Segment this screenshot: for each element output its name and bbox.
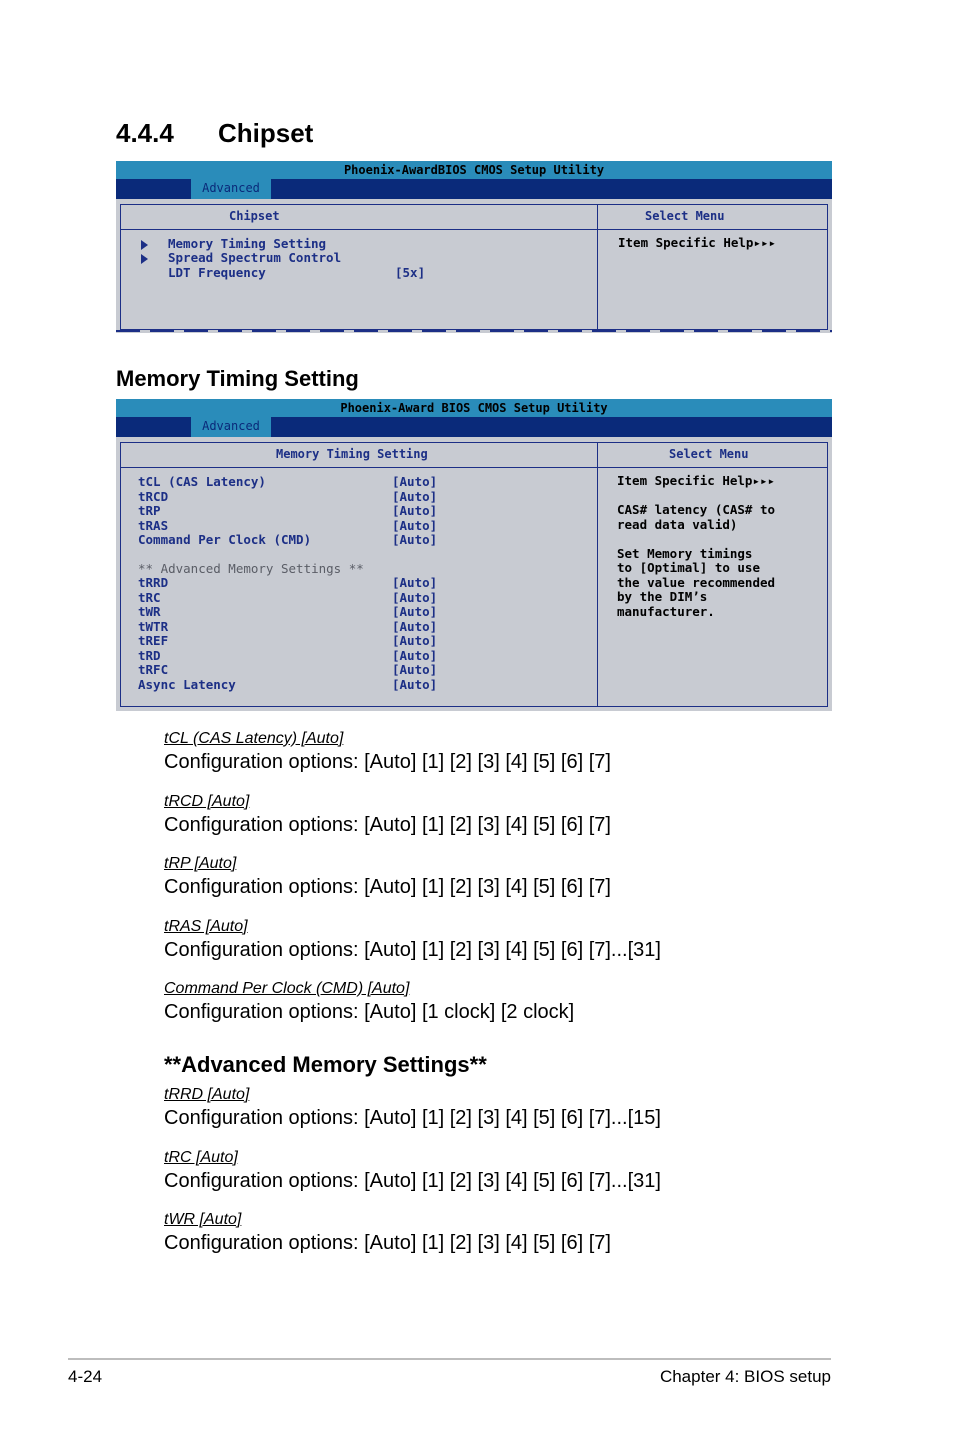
menu-bar [116,417,832,437]
tab-advanced[interactable]: Advanced [191,417,271,437]
option-config: Configuration options: [Auto] [1] [2] [3] [4] [5] [6] [7]...[15] [164,1107,661,1129]
advanced-item-label[interactable]: tRD [138,647,161,663]
help-line: read data valid) [617,516,738,532]
footer-rule [68,1358,831,1360]
help-line: CAS# latency (CAS# to [617,502,776,517]
left-header: Chipset [229,209,280,223]
help-line: by the DIM’s [617,589,708,604]
chapter-label: Chapter 4: BIOS setup [659,1367,831,1386]
subsection-heading: Memory Timing Setting [116,366,359,391]
option-config: Configuration options: [Auto] [1] [2] [3] [4] [5] [6] [7]...[31] [164,1169,661,1192]
page-number: 4-24 [68,1367,103,1386]
advanced-item-value[interactable]: [Auto] [392,604,438,619]
right-header: Select Menu [669,447,749,461]
help-line: the value recommended [617,574,776,590]
continuation-rule [116,330,832,332]
option-title: tRCD [Auto] [164,792,250,810]
advanced-item-label[interactable]: tRC [138,589,161,605]
panel-body [116,437,832,711]
advanced-item-value[interactable]: [Auto] [392,589,438,605]
timing-item-value[interactable]: [Auto] [392,503,438,518]
utility-title: Phoenix-AwardBIOS CMOS Setup Utility [116,161,832,179]
advanced-item-label[interactable]: tWR [138,604,161,619]
advanced-item-value[interactable]: [Auto] [392,647,438,663]
header-rule [121,467,827,468]
advanced-item-label[interactable]: tREF [138,633,169,648]
option-config: Configuration options: [Auto] [1] [2] [3] [4] [5] [6] [7] [164,813,611,836]
timing-item-value[interactable]: [Auto] [392,532,438,547]
advanced-item-label[interactable]: Async Latency [138,676,236,692]
advanced-item-label[interactable]: tRFC [138,662,169,677]
option-config: Configuration options: [Auto] [1] [2] [3] [4] [5] [6] [7]...[31] [164,938,661,961]
submenu-arrow-icon [141,254,148,264]
section-heading [116,118,313,149]
option-config: Configuration options: [Auto] [1] [2] [3] [4] [5] [6] [7] [164,876,611,898]
menu-item-ldt-frequency[interactable]: LDT Frequency [168,265,266,280]
option-config: Configuration options: [Auto] [1] [2] [3] [4] [5] [6] [7] [164,751,611,773]
option-block [164,793,611,837]
left-header: Memory Timing Setting [276,447,428,461]
column-divider [597,205,598,329]
option-title: tRC [Auto] [164,1148,238,1166]
item-label: Spread Spectrum Control [168,250,342,265]
timing-item-label[interactable]: tCL (CAS Latency) [138,474,266,489]
timing-item-value[interactable]: [Auto] [392,474,438,489]
option-block [164,1149,661,1193]
section-title: Chipset [218,118,314,148]
submenu-arrow-icon [141,240,148,250]
advanced-item-value[interactable]: [Auto] [392,676,438,692]
option-block [164,1211,611,1255]
bios-panel-chipset [116,161,832,339]
advanced-item-value[interactable]: [Auto] [392,618,438,634]
option-block [164,730,611,774]
help-line: to [Optimal] to use [617,560,760,575]
timing-item-value[interactable]: [Auto] [392,488,438,504]
option-title: tRP [Auto] [164,855,237,872]
option-config: Configuration options: [Auto] [1] [2] [3] [4] [5] [6] [7] [164,1232,611,1254]
option-config: Configuration options: [Auto] [1 clock] [2 clock] [164,1001,575,1023]
section-number: 4.4.4 [116,118,174,148]
option-block [164,1086,661,1130]
menu-item-spread-spectrum[interactable] [141,251,341,266]
advanced-item-value[interactable]: [Auto] [392,575,438,590]
panel-body [116,199,832,333]
option-block [164,918,661,962]
panel-frame [120,442,828,707]
option-title: tRAS [Auto] [164,917,248,935]
right-header: Select Menu [645,209,725,223]
item-help: Item Specific Help▸▸▸ [618,235,777,250]
advanced-settings-note: ** Advanced Memory Settings ** [138,561,364,576]
option-title: tRRD [Auto] [164,1086,250,1103]
utility-title: Phoenix-Award BIOS CMOS Setup Utility [116,399,832,417]
timing-item-label[interactable]: Command Per Clock (CMD) [138,532,312,547]
timing-item-value[interactable]: [Auto] [392,517,438,533]
advanced-item-label[interactable]: tRRD [138,575,169,590]
option-block [164,980,574,1024]
bios-panel-memory-timing [116,399,832,711]
help-line: Item Specific Help▸▸▸ [617,473,776,488]
item-label: Memory Timing Setting [168,236,327,251]
help-line: manufacturer. [617,603,715,619]
timing-item-label[interactable]: tRCD [138,488,169,504]
advanced-item-label[interactable]: tWTR [138,618,169,634]
advanced-item-value[interactable]: [Auto] [392,662,438,677]
panel-frame [120,204,828,330]
advanced-heading: **Advanced Memory Settings** [164,1052,487,1077]
option-title: tCL (CAS Latency) [Auto] [164,730,344,747]
menu-bar [116,179,832,199]
ldt-frequency-value[interactable]: [5x] [395,265,426,280]
help-line: Set Memory timings [617,545,753,561]
option-title: Command Per Clock (CMD) [Auto] [164,980,410,997]
header-rule [121,229,827,230]
option-title: tWR [Auto] [164,1211,242,1228]
timing-item-label[interactable]: tRAS [138,517,169,533]
timing-item-label[interactable]: tRP [138,503,161,518]
tab-advanced[interactable]: Advanced [191,179,271,199]
option-block [164,855,611,899]
advanced-item-value[interactable]: [Auto] [392,633,438,648]
column-divider [597,443,598,706]
